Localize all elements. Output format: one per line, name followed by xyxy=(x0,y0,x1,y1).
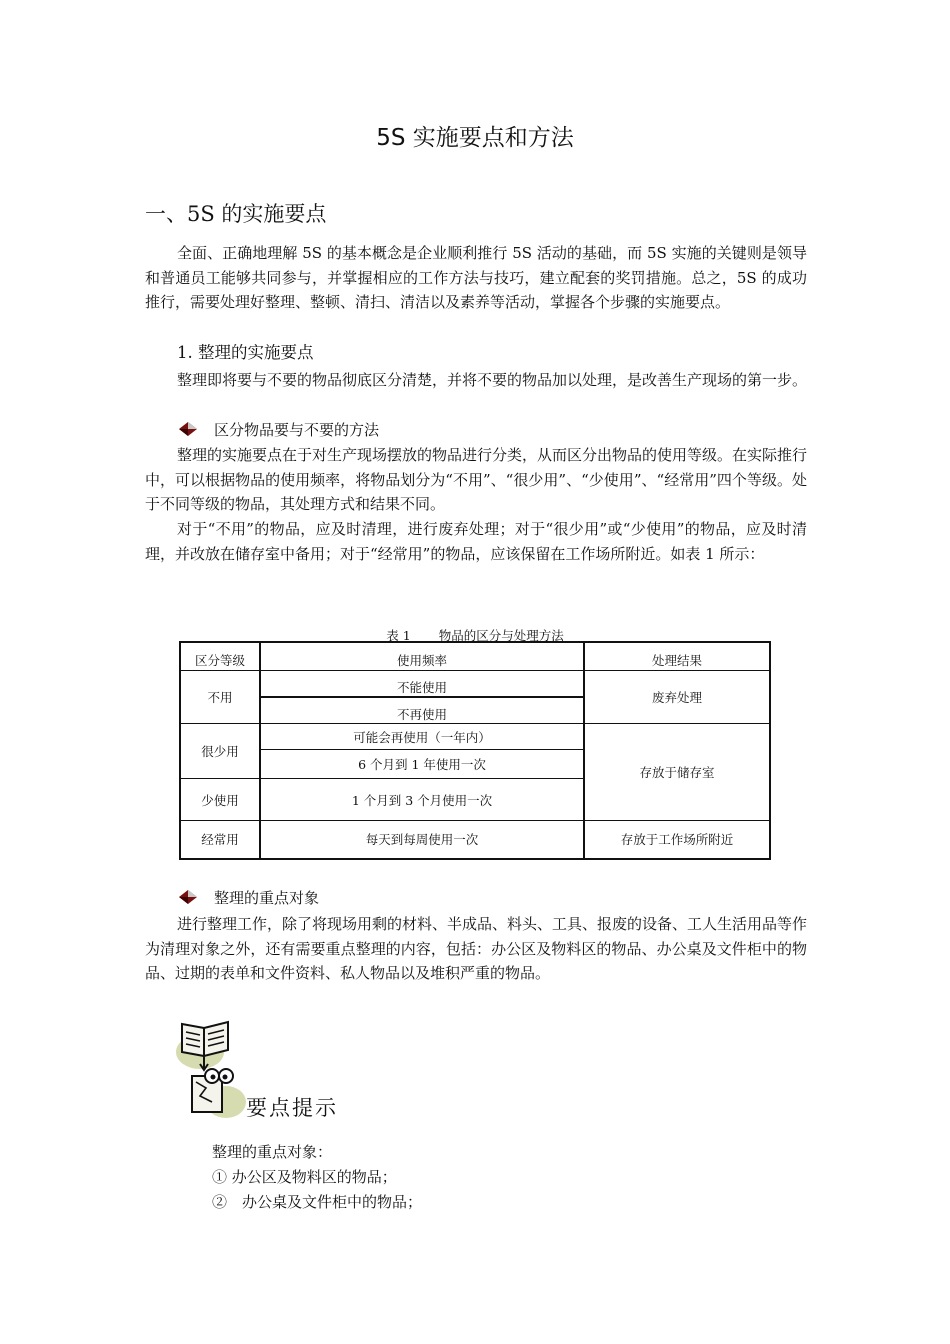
table-cell: 少使用 xyxy=(180,779,260,821)
table-cell: 不用 xyxy=(180,671,260,724)
book-reader-icon xyxy=(176,1016,246,1124)
diamond-bullet-icon xyxy=(178,421,198,437)
section-heading: 一、5S 的实施要点 xyxy=(145,202,327,226)
table-cell: 经常用 xyxy=(180,821,260,859)
table-cell: 存放于工作场所附近 xyxy=(584,821,770,859)
table-number: 表 1 xyxy=(386,628,411,643)
tips-lead: 整理的重点对象： xyxy=(212,1143,333,1161)
key-objects-paragraph: 进行整理工作，除了将现场用剩的材料、半成品、料头、工具、报废的设备、工人生活用品等作为清理对象之外，还有需要重点整理的内容，包括：办公区及物料区的物品、办公桌及文件柜中的物品、过期的表单和文件资料、私人物品以及堆积严重的物品。 xyxy=(145,915,808,982)
sorting-definition-paragraph: 整理即将要与不要的物品彻底区分清楚，并将不要的物品加以处理，是改善生产现场的第一步。 xyxy=(177,371,808,389)
bullet-key-objects xyxy=(178,886,319,910)
intro-paragraph: 全面、正确地理解 5S 的基本概念是企业顺利推行 5S 活动的基础，而 5S 实施的关键则是领导和普通员工能够共同参与，并掌握相应的工作方法与技巧，建立配套的奖罚措施。总之，5S 的成功推行，需要处理好整理、整顿、清扫、清洁以及素养等活动，掌握各个步骤的实施要点。 xyxy=(145,244,807,311)
table-cell: 6 个月到 1 年使用一次 xyxy=(260,750,584,779)
tips-item: ② 办公桌及文件柜中的物品； xyxy=(212,1193,423,1211)
table-header: 区分等级 xyxy=(180,642,260,671)
classification-paragraph: 整理的实施要点在于对生产现场摆放的物品进行分类，从而区分出物品的使用等级。在实际推行中，可以根据物品的使用频率，将物品划分为“不用”、“很少用”、“少使用”、“经常用”四个等级。处于不同等级的物品，其处理方式和结果不同。 xyxy=(145,446,808,513)
subsection-heading: 1. 整理的实施要点 xyxy=(177,343,314,362)
table-cell: 很少用 xyxy=(180,724,260,779)
bullet-label: 区分物品要与不要的方法 xyxy=(214,421,380,439)
table-cell: 废弃处理 xyxy=(584,671,770,724)
classification-table xyxy=(179,641,771,860)
tips-item: ① 办公区及物料区的物品； xyxy=(212,1168,397,1186)
table-cell: 1 个月到 3 个月使用一次 xyxy=(260,779,584,821)
table-header: 使用频率 xyxy=(260,642,584,671)
table-cell: 每天到每周使用一次 xyxy=(260,821,584,859)
tips-label: 要点提示 xyxy=(246,1096,338,1120)
table-title: 物品的区分与处理方法 xyxy=(438,628,564,643)
handling-paragraph: 对于“不用”的物品，应及时清理，进行废弃处理；对于“很少用”或“少使用”的物品，应及时清理，并改放在储存室中备用；对于“经常用”的物品，应该保留在工作场所附近。如表 1 所示： xyxy=(145,520,807,563)
table-cell: 不能使用 xyxy=(260,671,584,697)
bullet-label: 整理的重点对象 xyxy=(214,889,320,907)
table-cell: 可能会再使用（一年内） xyxy=(260,724,584,750)
table-header: 处理结果 xyxy=(584,642,770,671)
table-cell: 存放于储存室 xyxy=(584,724,770,821)
table-cell: 不再使用 xyxy=(260,697,584,724)
diamond-bullet-icon xyxy=(178,889,198,905)
bullet-distinguish-method xyxy=(178,418,379,442)
document-title: 5S 实施要点和方法 xyxy=(376,125,574,151)
